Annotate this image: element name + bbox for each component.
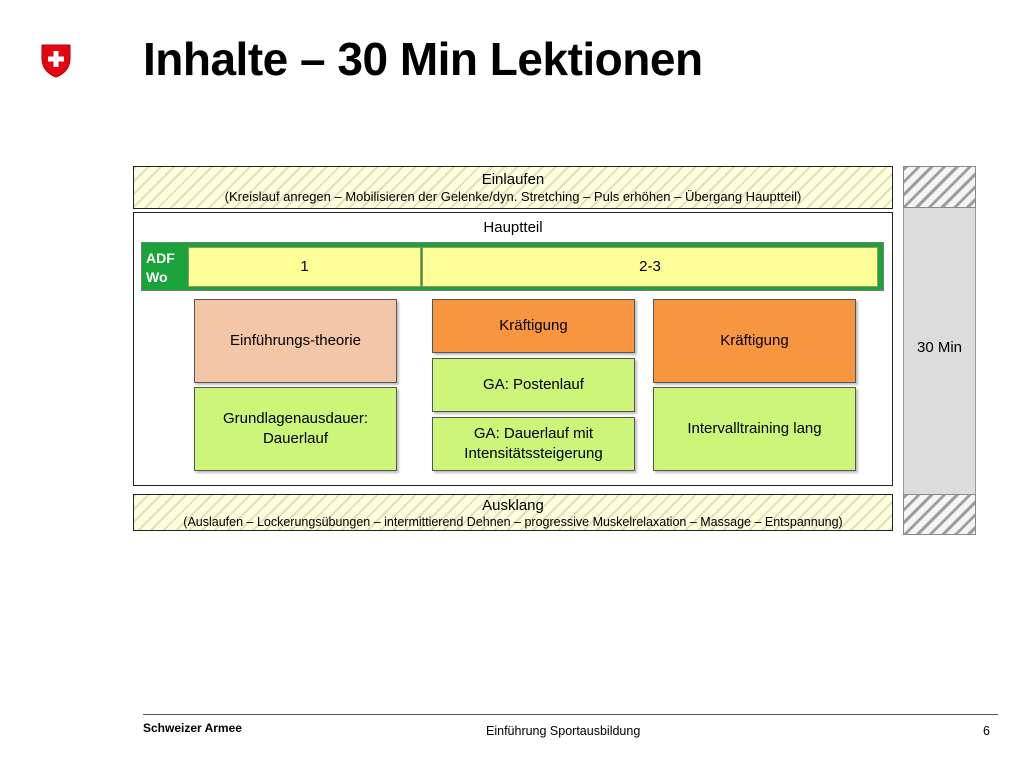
- adf-label: [146, 249, 186, 287]
- adf-label-line-1: ADF: [146, 250, 175, 266]
- einlaufen-subtitle: (Kreislauf anregen – Mobilisieren der Gelenke/dyn. Stretching – Puls erhöhen – Übergang Hauptteil): [224, 189, 802, 204]
- week-1-cell: 1: [188, 247, 421, 287]
- einlaufen-title: Einlaufen: [481, 171, 545, 188]
- ausklang-subtitle: (Auslaufen – Lockerungsübungen – intermittierend Dehnen – progressive Muskelrelaxation – Massage – Entspannung): [183, 515, 843, 529]
- footer-title: Einführung Sportausbildung: [486, 724, 641, 738]
- intervalltraining-box: Intervalltraining lang: [653, 387, 856, 471]
- ga-postenlauf-box: GA: Postenlauf: [432, 358, 635, 412]
- einlaufen-section: [133, 166, 893, 209]
- einfuehrungs-theorie-box: Einführungs-theorie: [194, 299, 397, 383]
- grundlagenausdauer-box: Grundlagenausdauer: Dauerlauf: [194, 387, 397, 471]
- swiss-shield-logo-icon: [40, 43, 72, 79]
- kraeftigung-box-1: Kräftigung: [432, 299, 635, 353]
- duration-hatch-top: [903, 166, 976, 208]
- adf-label-line-2: Wo: [146, 269, 168, 285]
- week-2-3-cell: 2-3: [422, 247, 878, 287]
- footer-divider: [143, 714, 998, 715]
- page-title: Inhalte – 30 Min Lektionen: [143, 33, 703, 85]
- duration-hatch-bottom: [903, 494, 976, 535]
- hauptteil-title: Hauptteil: [483, 219, 543, 236]
- page-number: 6: [983, 724, 990, 738]
- ausklang-section: [133, 494, 893, 531]
- duration-label: 30 Min: [916, 339, 963, 356]
- footer-organization: Schweizer Armee: [143, 721, 242, 735]
- kraeftigung-box-2: Kräftigung: [653, 299, 856, 383]
- ga-dauerlauf-box: GA: Dauerlauf mit Intensitätssteigerung: [432, 417, 635, 471]
- ausklang-title: Ausklang: [482, 497, 544, 514]
